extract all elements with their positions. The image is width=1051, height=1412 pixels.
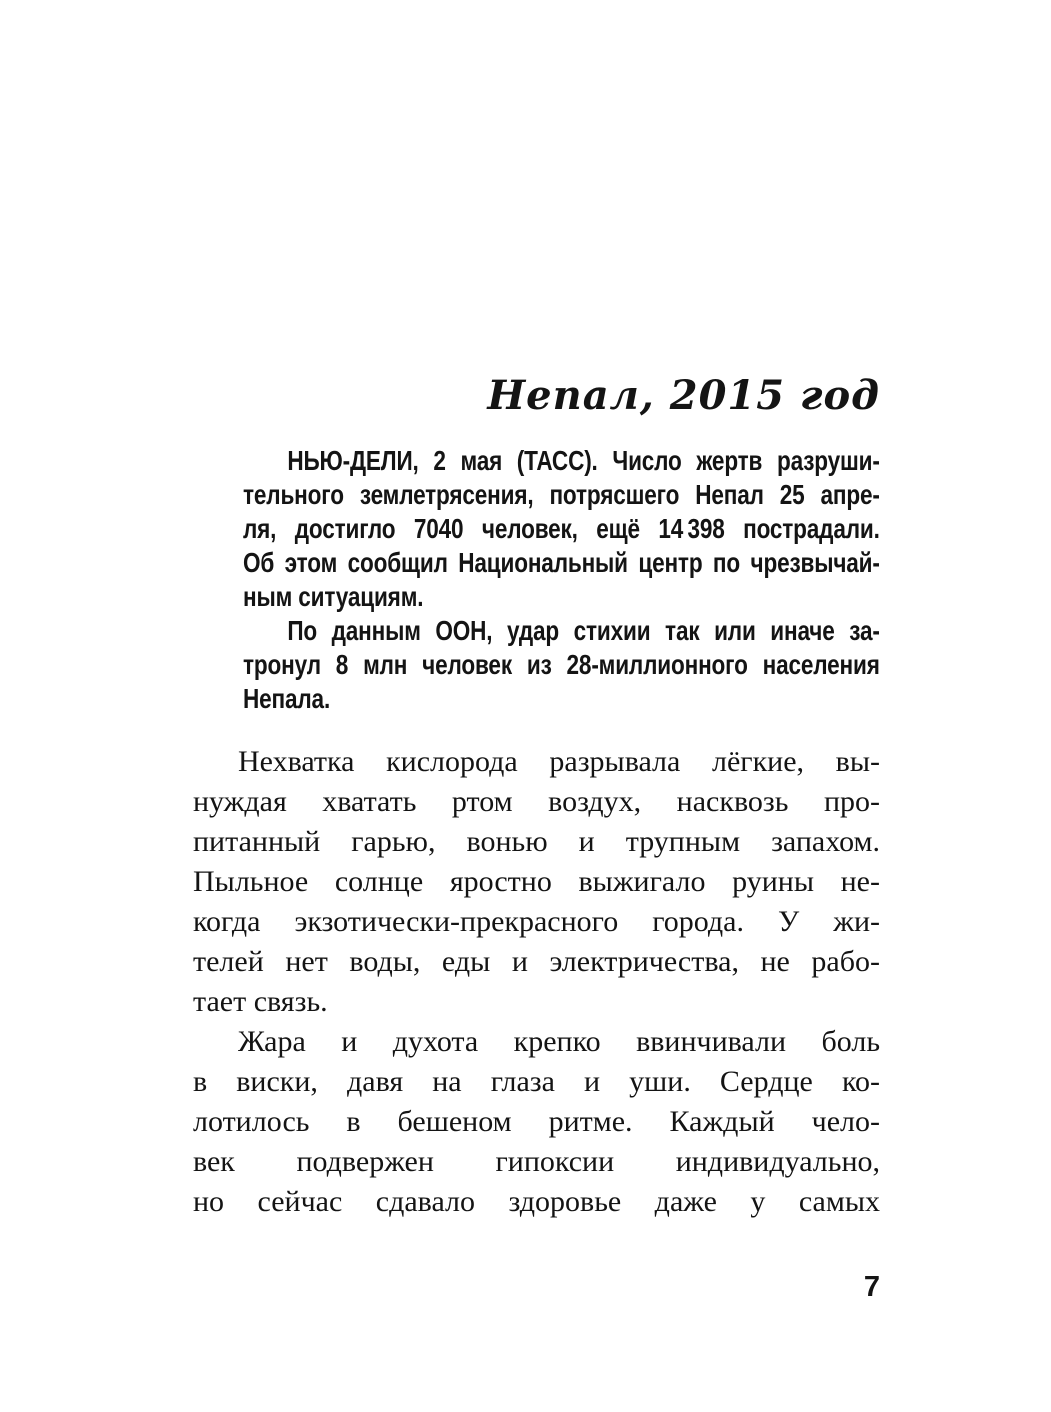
text-line: телей нет воды, еды и электричества, не рабо- <box>193 945 880 978</box>
quote-line: Непала. <box>243 683 331 714</box>
quote-line: тронул 8 млн человек из 28-миллионного населения <box>243 649 880 680</box>
quote-paragraph <box>243 444 880 614</box>
news-excerpt <box>243 444 880 716</box>
text-line: нуждая хватать ртом воздух, насквозь про- <box>193 785 880 818</box>
text-line: когда экзотически-прекрасного города. У жи- <box>193 905 880 938</box>
text-line: лотилось в бешеном ритме. Каждый чело- <box>193 1105 880 1138</box>
quote-line: ным ситуациям. <box>243 581 424 612</box>
quote-paragraph <box>243 614 880 716</box>
quote-line: По данным ООН, удар стихии так или иначе за- <box>287 615 880 646</box>
page-number: 7 <box>863 1271 880 1303</box>
paragraph <box>193 1022 880 1222</box>
paragraph <box>193 742 880 1022</box>
quote-line: ля, достигло 7040 человек, ещё 14 398 пострадали. <box>243 513 880 544</box>
text-line: но сейчас сдавало здоровье даже у самых <box>193 1185 880 1218</box>
text-line: в виски, давя на глаза и уши. Сердце ко- <box>193 1065 880 1098</box>
chapter-heading: Непал, 2015 год <box>487 372 880 419</box>
text-line: Жара и духота крепко ввинчивали боль <box>238 1025 880 1058</box>
quote-line: НЬЮ-ДЕЛИ, 2 мая (ТАСС). Число жертв разруши- <box>287 445 880 476</box>
text-line: питанный гарью, вонью и трупным запахом. <box>193 825 880 858</box>
quote-line: тельного землетрясения, потрясшего Непал 25 апре- <box>243 479 880 510</box>
quote-line: Об этом сообщил Национальный центр по чрезвычай- <box>243 547 880 578</box>
text-line: Нехватка кислорода разрывала лёгкие, вы- <box>238 745 880 778</box>
text-line: тает связь. <box>193 985 328 1018</box>
story-text <box>193 742 880 1222</box>
text-line: век подвержен гипоксии индивидуально, <box>193 1145 880 1178</box>
text-line: Пыльное солнце яростно выжигало руины не- <box>193 865 880 898</box>
